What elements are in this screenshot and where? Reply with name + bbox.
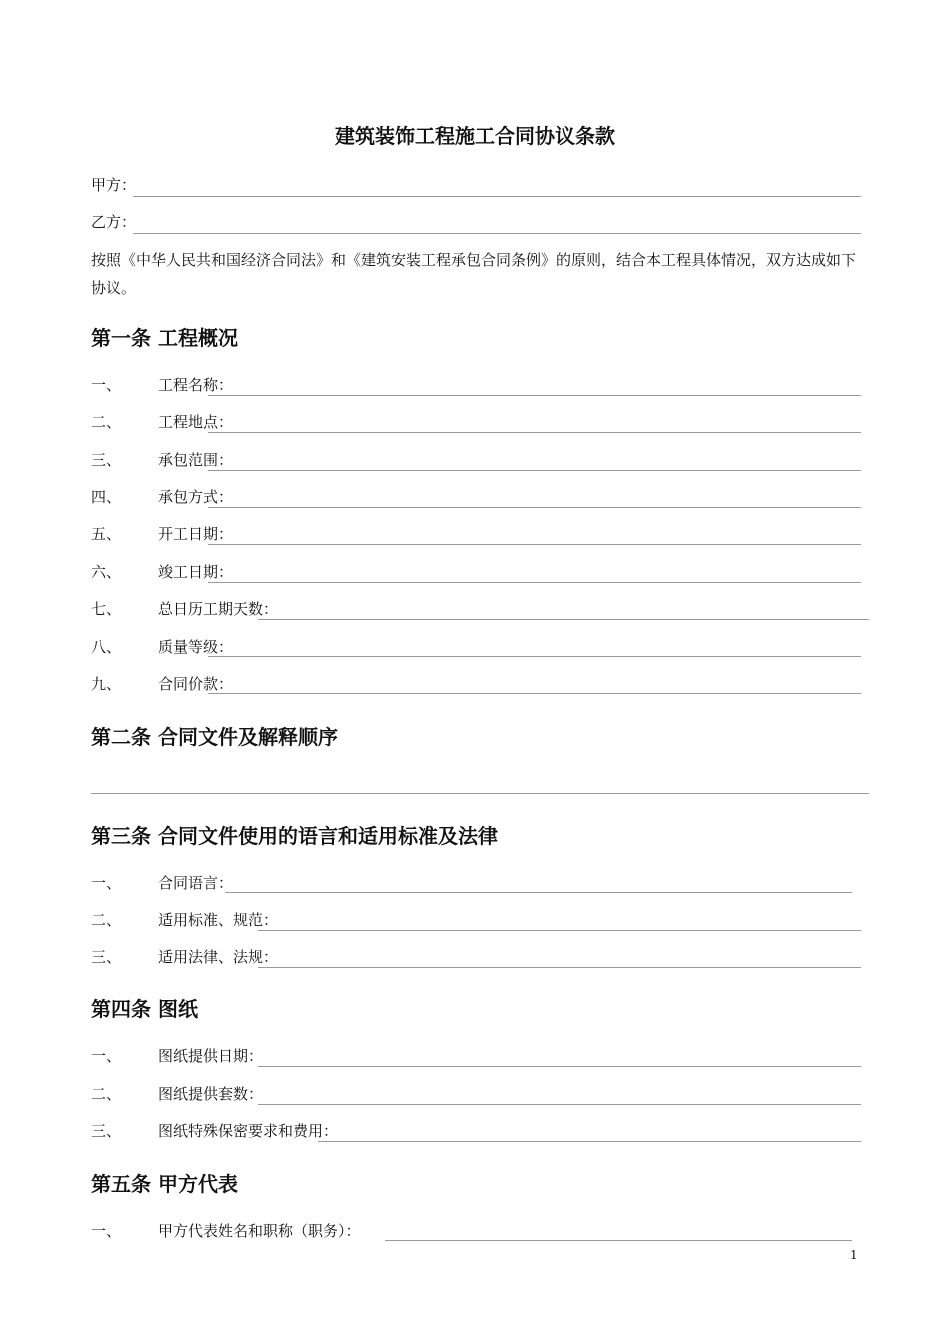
section-1-heading: 第一条 工程概况 [91, 326, 238, 350]
s5-item-1-label: 甲方代表姓名和职称（职务）： [158, 1222, 361, 1240]
s4-item-1-num: 一、 [91, 1047, 122, 1065]
s1-item-5-num: 五、 [91, 525, 122, 543]
s3-item-2-num: 二、 [91, 911, 122, 929]
s5-item-1-num: 一、 [91, 1222, 122, 1240]
s1-item-1-label: 工程名称： [158, 376, 234, 394]
s4-item-1-fill-line [258, 1066, 861, 1067]
s1-item-9-label: 合同价款： [158, 675, 234, 693]
s3-item-2-label: 适用标准、规范： [158, 911, 279, 929]
s1-item-7-fill-line [258, 619, 869, 620]
s1-item-4-num: 四、 [91, 488, 122, 506]
section-5-heading: 第五条 甲方代表 [91, 1172, 238, 1196]
page-number: 1 [850, 1248, 858, 1262]
s1-item-3-fill-line [208, 470, 861, 471]
s4-item-2-label: 图纸提供套数： [158, 1085, 264, 1103]
section-4-heading: 第四条 图纸 [91, 997, 198, 1021]
s3-item-1-fill-line [225, 892, 852, 893]
s3-item-1-num: 一、 [91, 874, 122, 892]
s1-item-8-fill-line [208, 656, 861, 657]
s1-item-5-label: 开工日期： [158, 525, 234, 543]
s1-item-8-num: 八、 [91, 638, 122, 656]
s1-item-5-fill-line [208, 544, 861, 545]
s1-item-7-num: 七、 [91, 600, 122, 618]
document-title: 建筑装饰工程施工合同协议条款 [335, 124, 615, 148]
party-a-fill-line [133, 196, 861, 197]
s3-item-3-label: 适用法律、法规： [158, 948, 279, 966]
s5-item-1-fill-line [385, 1240, 852, 1241]
s1-item-9-num: 九、 [91, 675, 122, 693]
party-b-fill-line [133, 233, 861, 234]
intro-paragraph: 按照《中华人民共和国经济合同法》和《建筑安装工程承包合同条例》的原则，结合本工程具体情况，双方达成如下协议。 [91, 251, 857, 297]
s1-item-3-num: 三、 [91, 451, 122, 469]
s3-item-1-label: 合同语言： [158, 874, 234, 892]
s1-item-9-fill-line [208, 693, 861, 694]
section-2-heading: 第二条 合同文件及解释顺序 [91, 725, 338, 749]
s1-item-4-fill-line [208, 507, 861, 508]
s1-item-7-label: 总日历工期天数： [158, 600, 279, 618]
s1-item-4-label: 承包方式： [158, 488, 234, 506]
s1-item-6-label: 竣工日期： [158, 563, 234, 581]
party-b-label: 乙方： [91, 213, 137, 231]
section-3-heading: 第三条 合同文件使用的语言和适用标准及法律 [91, 824, 498, 848]
s1-item-2-label: 工程地点： [158, 413, 234, 431]
s1-item-1-num: 一、 [91, 376, 122, 394]
party-a-label: 甲方： [91, 176, 137, 194]
s3-item-3-fill-line [258, 967, 861, 968]
s4-item-3-fill-line [318, 1141, 861, 1142]
s3-item-2-fill-line [258, 930, 861, 931]
s1-item-1-fill-line [208, 395, 861, 396]
s3-item-3-num: 三、 [91, 948, 122, 966]
s4-item-2-fill-line [258, 1104, 861, 1105]
s1-item-2-num: 二、 [91, 413, 122, 431]
s4-item-3-num: 三、 [91, 1122, 122, 1140]
s4-item-2-num: 二、 [91, 1085, 122, 1103]
s1-item-2-fill-line [208, 432, 861, 433]
s1-item-6-fill-line [208, 582, 861, 583]
s4-item-3-label: 图纸特殊保密要求和费用： [158, 1122, 339, 1140]
s4-item-1-label: 图纸提供日期： [158, 1047, 264, 1065]
section-2-fill-line [91, 793, 869, 794]
s1-item-8-label: 质量等级： [158, 638, 234, 656]
s1-item-6-num: 六、 [91, 563, 122, 581]
s1-item-3-label: 承包范围： [158, 451, 234, 469]
